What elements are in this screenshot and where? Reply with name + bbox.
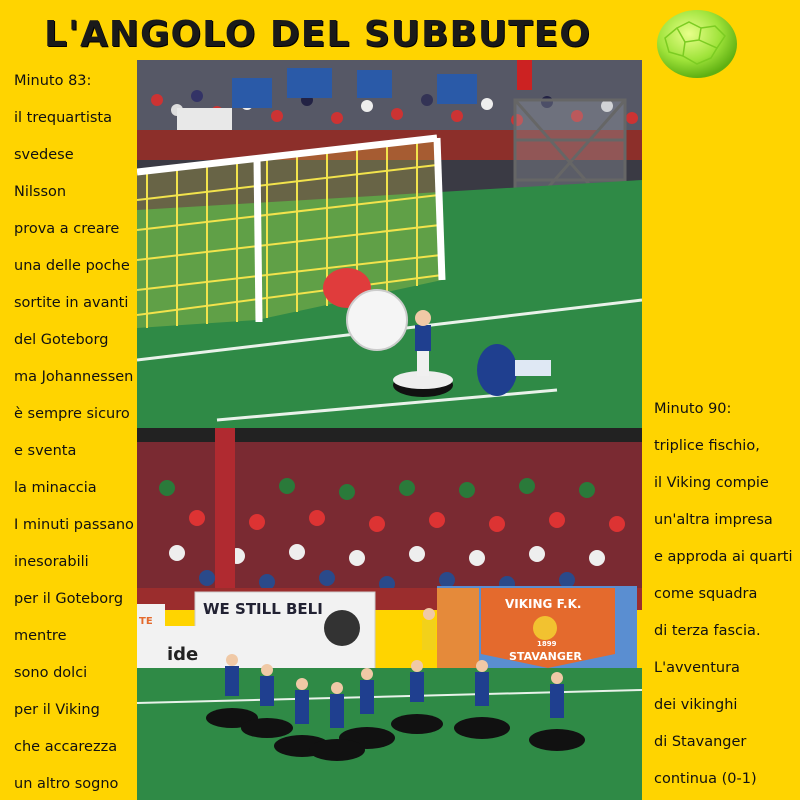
left-caption-line: sono dolci: [14, 665, 88, 681]
left-caption-line: sortite in avanti: [14, 295, 129, 311]
right-caption-line: Minuto 90:: [654, 401, 732, 417]
svg-text:1899: 1899: [537, 640, 557, 648]
svg-text:STAVANGER: STAVANGER: [509, 650, 582, 663]
banner-we-still: [195, 592, 375, 672]
right-caption-line: di terza fascia.: [654, 623, 761, 639]
right-caption-line: un'altra impresa: [654, 512, 773, 528]
left-caption-line: I minuti passano: [14, 517, 134, 533]
green-ball-icon: [655, 8, 739, 80]
right-caption-line: L'avventura: [654, 660, 740, 676]
left-caption-line: un altro sogno: [14, 776, 119, 792]
right-caption: [654, 396, 800, 800]
left-caption-line: Minuto 83:: [14, 73, 92, 89]
page-title: L'ANGOLO DEL SUBBUTEO: [44, 14, 591, 55]
right-caption-line: il Viking compie: [654, 475, 769, 491]
left-caption-line: e sventa: [14, 443, 77, 459]
left-caption-line: per il Viking: [14, 702, 100, 718]
left-caption-line: inesorabili: [14, 554, 89, 570]
left-caption-line: prova a creare: [14, 221, 120, 237]
left-caption-line: Nilsson: [14, 184, 67, 200]
left-caption-line: che accarezza: [14, 739, 118, 755]
left-caption-line: svedese: [14, 147, 74, 163]
left-caption-line: del Goteborg: [14, 332, 109, 348]
photo-team-celebration: [137, 428, 642, 800]
photo-goal-scene: [137, 60, 642, 428]
left-caption-line: il trequartista: [14, 110, 112, 126]
svg-text:TE: TE: [139, 616, 153, 627]
left-caption-line: ma Johannessen: [14, 369, 134, 385]
svg-text:WE STILL BELI: WE STILL BELI: [203, 600, 323, 618]
right-caption-line: continua (0-1): [654, 771, 757, 787]
title-bar: [0, 0, 640, 60]
svg-text:ide: ide: [167, 644, 199, 665]
left-caption-line: è sempre sicuro: [14, 406, 130, 422]
left-caption-line: la minaccia: [14, 480, 97, 496]
left-caption-line: per il Goteborg: [14, 591, 124, 607]
svg-text:VIKING F.K.: VIKING F.K.: [505, 597, 582, 611]
right-caption-line: dei vikinghi: [654, 697, 738, 713]
right-caption-line: e approda ai quarti: [654, 549, 793, 565]
right-caption-line: come squadra: [654, 586, 758, 602]
left-caption-line: mentre: [14, 628, 67, 644]
left-caption-line: una delle poche: [14, 258, 130, 274]
right-caption-line: di Stavanger: [654, 734, 747, 750]
right-caption-line: triplice fischio,: [654, 438, 760, 454]
left-caption: [14, 68, 136, 800]
